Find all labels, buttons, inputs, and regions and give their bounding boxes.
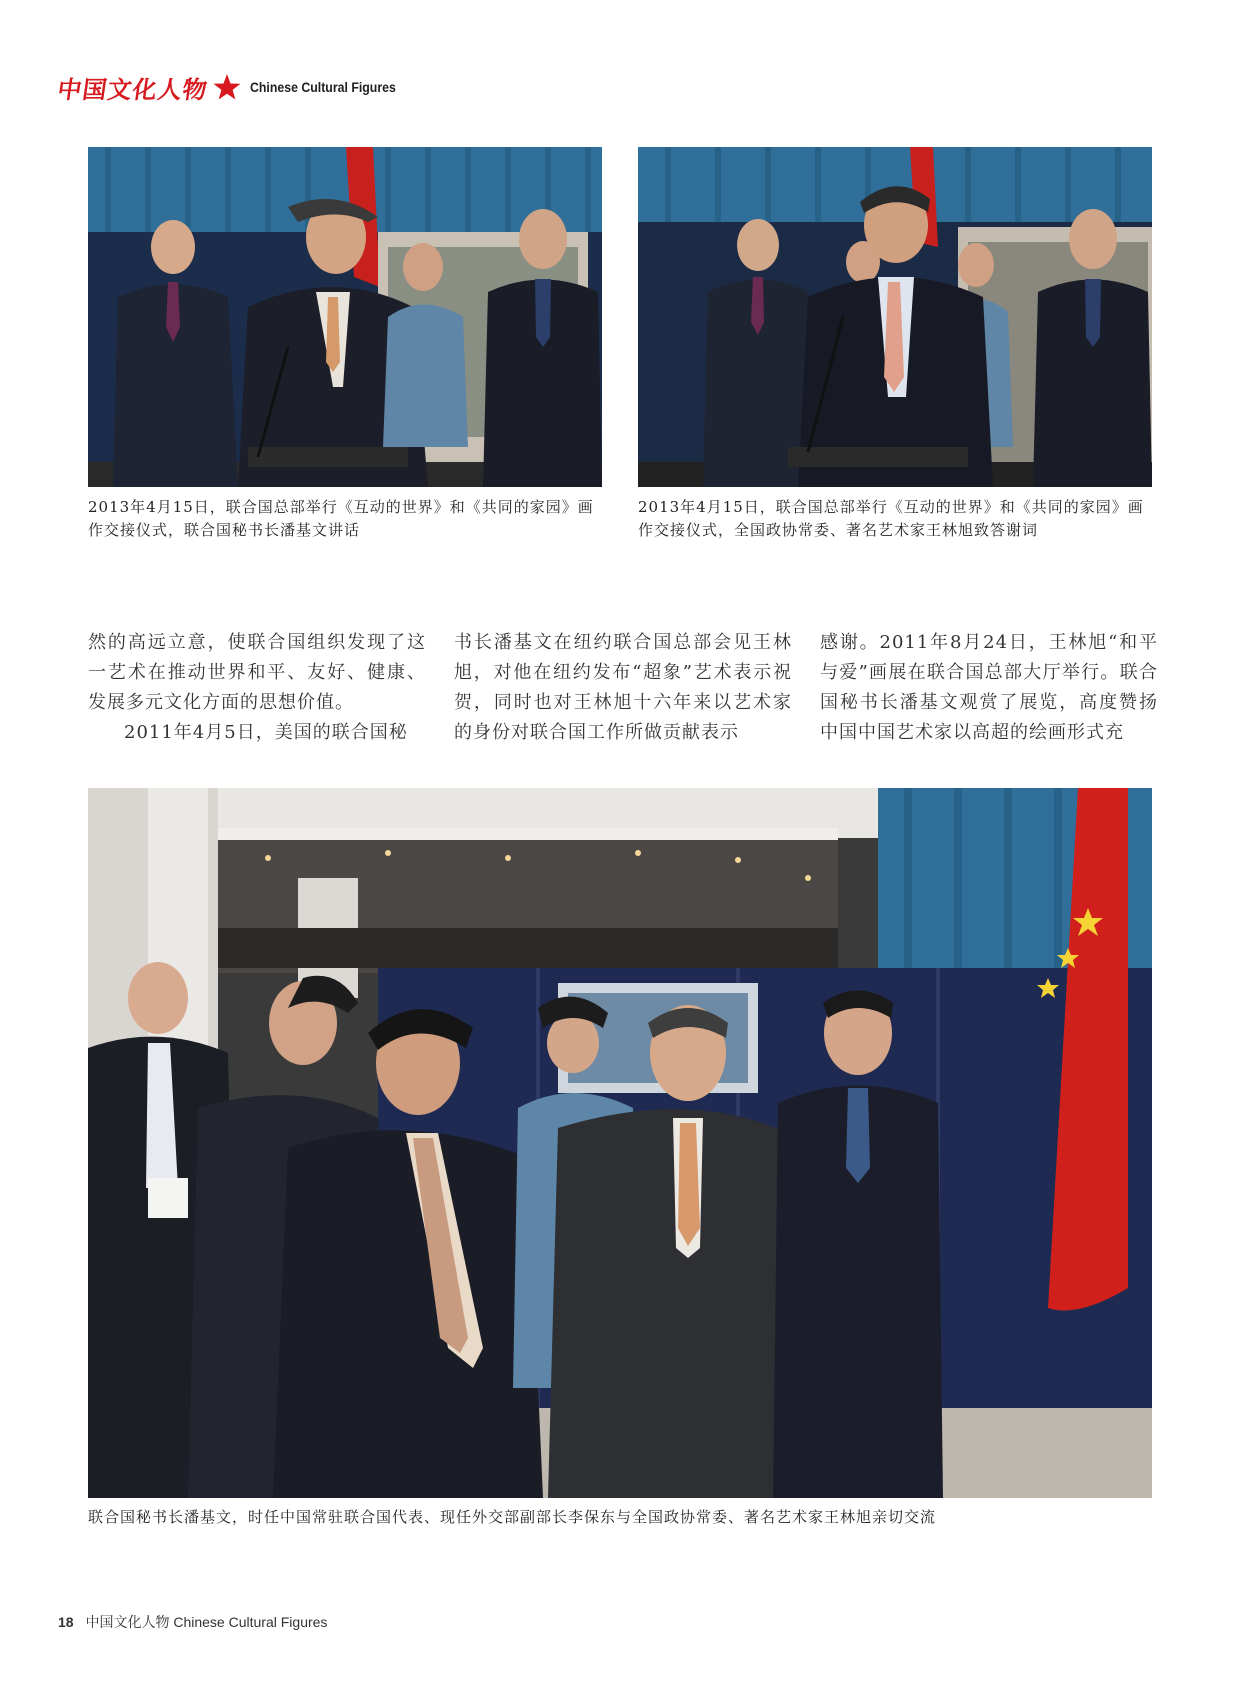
- article-column-1: [88, 628, 426, 748]
- photo-group-conversation: [88, 788, 1152, 1498]
- article-column-3: [820, 628, 1158, 748]
- column-paragraph: 感谢。2011年8月24日，王林旭“和平与爱”画展在联合国总部大厅举行。联合国秘书长潘基文观赏了展览，高度赞扬中国中国艺术家以高超的绘画形式充: [820, 632, 1158, 743]
- photo2-caption: 2013年4月15日，联合国总部举行《互动的世界》和《共同的家园》画作交接仪式，全国政协常委、著名艺术家王林旭致答谢词: [638, 498, 1144, 539]
- column-paragraph: 然的高远立意，使联合国组织发现了这一艺术在推动世界和平、友好、健康、发展多元文化方面的思想价值。: [88, 632, 426, 713]
- page-number: 18: [58, 1614, 74, 1630]
- photo-wang-linxu-speech: [638, 147, 1152, 487]
- magazine-header: [55, 70, 416, 104]
- column-paragraph: 2011年4月5日，美国的联合国秘: [124, 722, 408, 743]
- page-footer: [58, 1612, 327, 1632]
- brand-title-cn: 中国文化人物: [55, 74, 210, 104]
- photo1-caption: 2013年4月15日，联合国总部举行《互动的世界》和《共同的家园》画作交接仪式，联合国秘书长潘基文讲话: [88, 498, 594, 539]
- footer-title: 中国文化人物 Chinese Cultural Figures: [85, 1614, 328, 1630]
- photo-ban-ki-moon-speech: [88, 147, 602, 487]
- brand-title-en: Chinese Cultural Figures: [250, 79, 396, 95]
- column-paragraph: 书长潘基文在纽约联合国总部会见王林旭，对他在纽约发布“超象”艺术表示祝贺，同时也对王林旭十六年来以艺术家的身份对联合国工作所做贡献表示: [454, 632, 792, 743]
- article-column-2: [454, 628, 792, 748]
- photo3-caption: 联合国秘书长潘基文，时任中国常驻联合国代表、现任外交部副部长李保东与全国政协常委、著名艺术家王林旭亲切交流: [88, 1508, 937, 1526]
- star-icon: [212, 72, 242, 102]
